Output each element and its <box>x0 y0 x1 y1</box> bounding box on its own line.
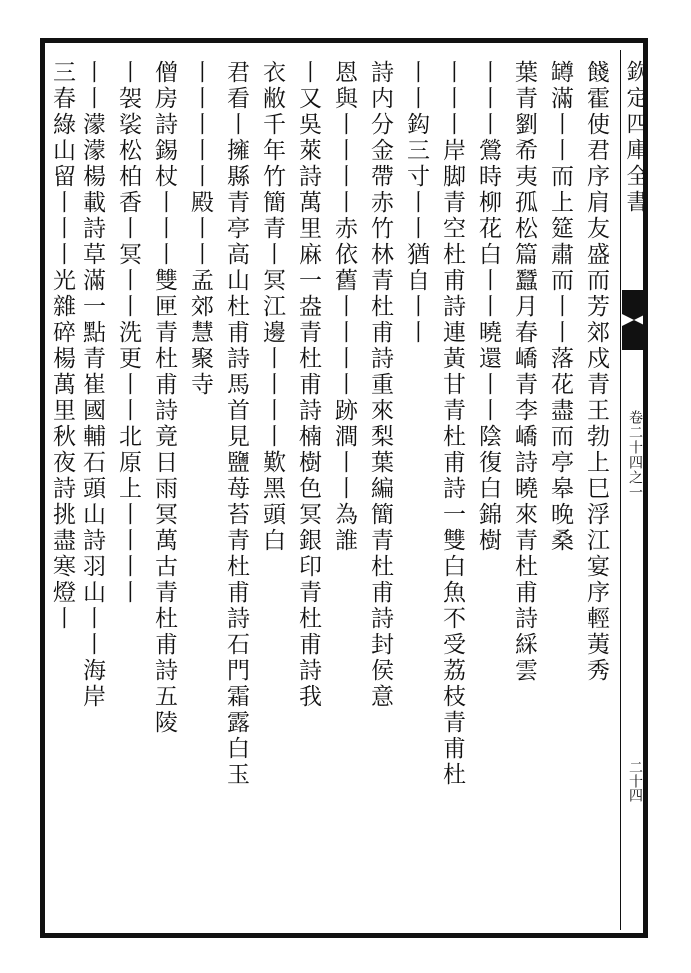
text-column-11: 君看丨擁縣青亭高山杜甫詩馬首見鹽苺苔青杜甫詩石門霜露白玉 <box>223 60 249 788</box>
text-column-14: 丨袈裟松柏香丨冥丨丨洗更丨丨北原上丨丨丨丨 <box>115 60 141 606</box>
page-number: 二十四 <box>627 760 643 802</box>
text-column-16: 三春綠山留丨丨丨光雜碎楊萬里秋夜詩挑盡寒燈丨 <box>49 60 75 632</box>
text-column-13: 僧房詩錫杖丨丨丨雙匣青杜甫詩竟日雨冥萬古青杜甫詩五陵 <box>151 60 177 736</box>
book-title: 欽定四庫全書 <box>623 60 648 216</box>
fishtail-ornament <box>622 290 646 350</box>
text-column-5: 丨丨丨岸脚青空杜甫詩連黃甘青杜甫詩一雙白魚不受荔枝青甫杜 <box>439 60 465 788</box>
juan-number: 卷二十四之一 <box>627 410 643 500</box>
text-column-15: 丨丨濛濛楊載詩草滿一點青崔國輔石頭山詩羽山丨丨海岸 <box>79 60 105 710</box>
text-column-2: 罇滿丨丨而上筵肅而丨丨落花盡而亭皋晚桑 <box>547 60 573 554</box>
text-column-4: 丨丨丨鶯時柳花白丨丨曉還丨丨陰復白錦樹 <box>475 60 501 554</box>
text-column-12: 丨丨丨丨丨殿丨丨孟郊慧聚寺 <box>187 60 213 398</box>
gutter-rule <box>620 50 621 930</box>
text-column-8: 恩與丨丨丨丨赤依舊丨丨丨丨跡澗丨丨為誰 <box>331 60 357 554</box>
text-column-7: 詩内分金帶赤竹林青杜甫詩重來梨葉編簡青杜甫詩封侯意 <box>367 60 393 710</box>
text-column-3: 葉青劉希夷孤松篇蠶月春嶠青李嶠詩曉來青杜甫詩綵雲 <box>511 60 537 684</box>
text-column-10: 衣敝千年竹簡青丨冥江邊丨丨丨丨歎黑頭白 <box>259 60 285 554</box>
text-column-1: 餞霍使君序肩友盛而芳郊戍青王勃上巳浮江宴序輕荑秀 <box>583 60 609 684</box>
text-column-6: 丨丨鈎三寸丨丨猶自丨丨 <box>403 60 429 346</box>
text-column-9: 丨又吳萊詩萬里麻一盎青杜甫詩楠樹色冥銀印青杜甫詩我 <box>295 60 321 710</box>
